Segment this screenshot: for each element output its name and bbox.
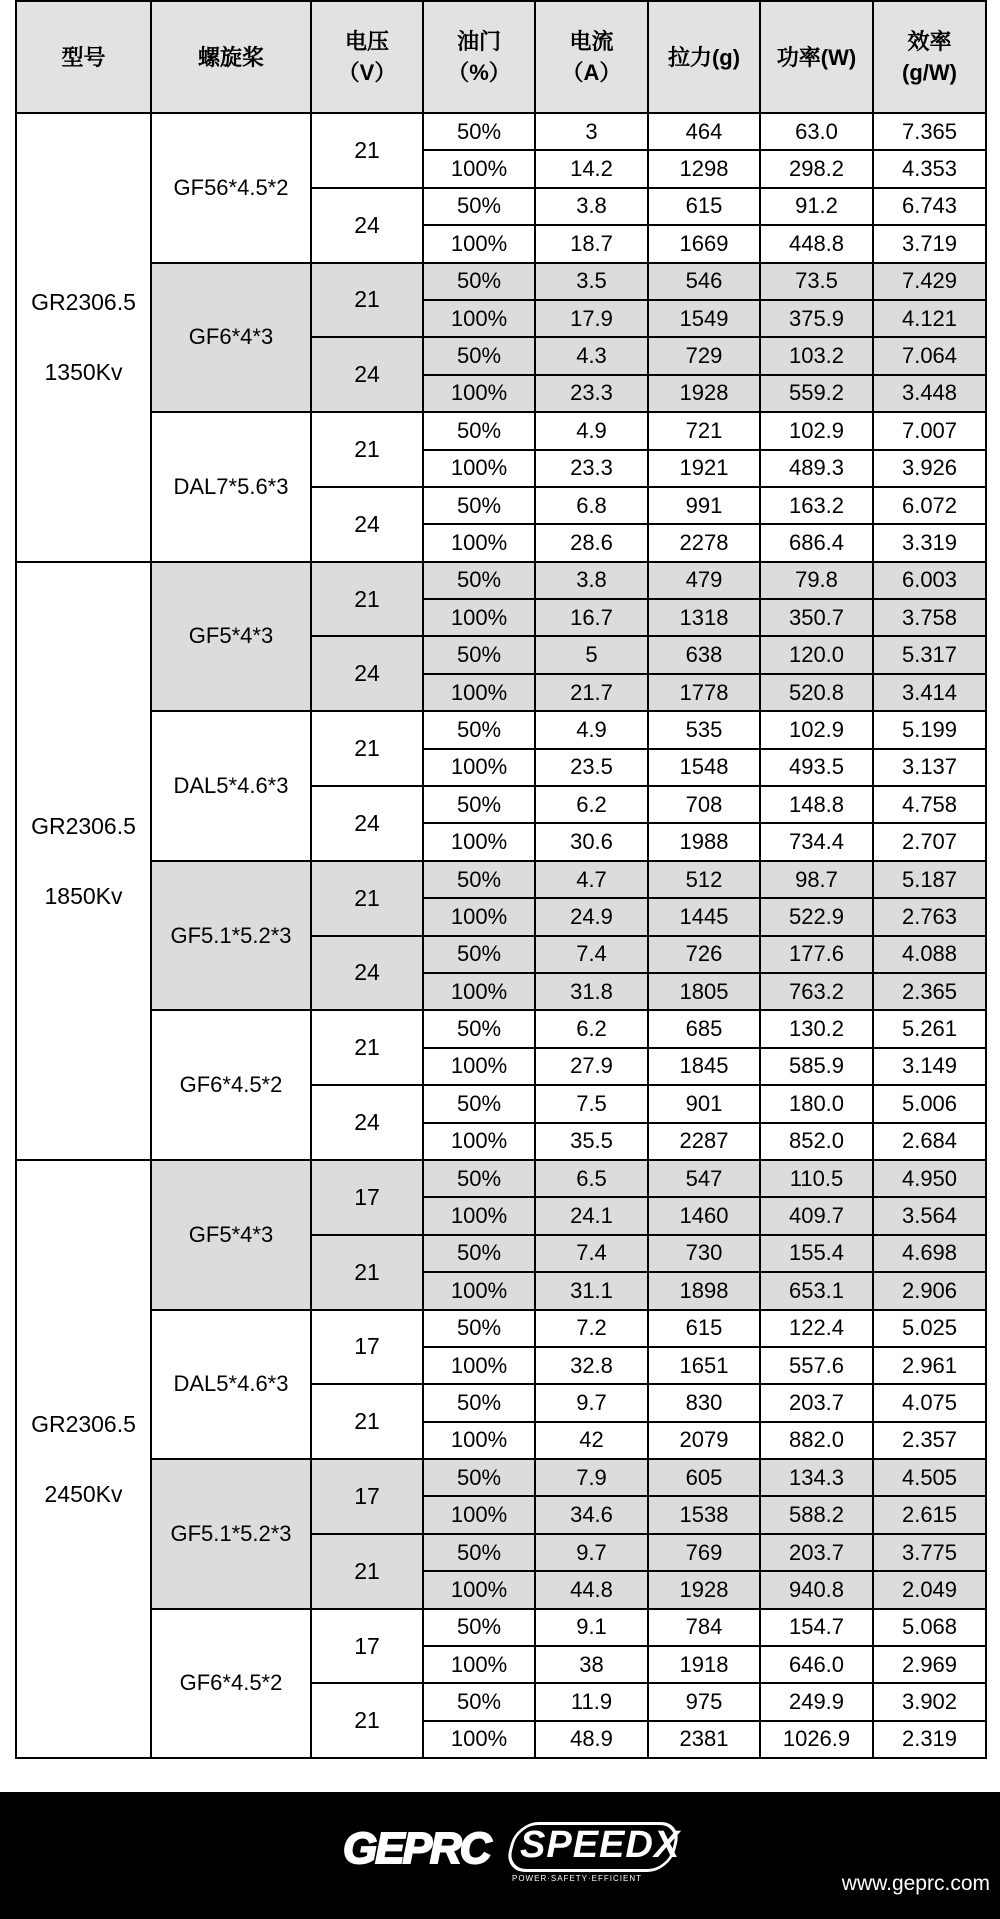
efficiency-cell: 4.758 <box>873 786 986 823</box>
efficiency-cell: 3.775 <box>873 1534 986 1571</box>
efficiency-cell: 2.049 <box>873 1571 986 1608</box>
table-body <box>16 113 986 1758</box>
thrust-cell: 1460 <box>648 1197 760 1234</box>
prop-cell: GF5.1*5.2*3 <box>151 861 311 1011</box>
efficiency-cell: 5.199 <box>873 711 986 748</box>
throttle-cell: 100% <box>423 749 535 786</box>
thrust-cell: 615 <box>648 188 760 225</box>
current-cell: 44.8 <box>535 1571 648 1608</box>
model-cell <box>16 562 151 1160</box>
table-row <box>16 1010 986 1047</box>
thrust-cell: 2079 <box>648 1422 760 1459</box>
model-name: GR2306.5 <box>31 812 136 839</box>
power-cell: 557.6 <box>760 1347 873 1384</box>
table-row <box>16 1459 986 1496</box>
voltage-cell: 24 <box>311 1085 423 1160</box>
throttle-cell: 100% <box>423 1422 535 1459</box>
prop-cell: DAL5*4.6*3 <box>151 1310 311 1460</box>
header-power: 功率(W) <box>760 1 873 113</box>
throttle-cell: 100% <box>423 1496 535 1533</box>
speedx-logo: SPEEDX <box>520 1824 681 1866</box>
current-cell: 35.5 <box>535 1123 648 1160</box>
current-cell: 4.3 <box>535 337 648 374</box>
current-cell: 7.2 <box>535 1310 648 1347</box>
power-cell: 249.9 <box>760 1683 873 1720</box>
thrust-cell: 901 <box>648 1085 760 1122</box>
header-throttle: 油门 （%） <box>423 1 535 113</box>
throttle-cell: 50% <box>423 263 535 300</box>
efficiency-cell: 3.564 <box>873 1197 986 1234</box>
power-cell: 940.8 <box>760 1571 873 1608</box>
voltage-cell: 21 <box>311 1683 423 1758</box>
efficiency-cell: 4.353 <box>873 150 986 187</box>
efficiency-cell: 5.006 <box>873 1085 986 1122</box>
power-cell: 73.5 <box>760 263 873 300</box>
website-url: www.geprc.com <box>841 1872 990 1895</box>
throttle-cell: 100% <box>423 1646 535 1683</box>
throttle-cell: 100% <box>423 1272 535 1309</box>
throttle-cell: 100% <box>423 375 535 412</box>
thrust-cell: 2278 <box>648 524 760 561</box>
thrust-cell: 1928 <box>648 1571 760 1608</box>
thrust-cell: 729 <box>648 337 760 374</box>
throttle-cell: 50% <box>423 562 535 599</box>
voltage-cell: 21 <box>311 1235 423 1310</box>
voltage-cell: 24 <box>311 936 423 1011</box>
throttle-cell: 50% <box>423 1609 535 1646</box>
throttle-cell: 50% <box>423 636 535 673</box>
power-cell: 409.7 <box>760 1197 873 1234</box>
throttle-cell: 100% <box>423 524 535 561</box>
efficiency-cell: 2.319 <box>873 1721 986 1758</box>
thrust-cell: 708 <box>648 786 760 823</box>
efficiency-cell: 4.088 <box>873 936 986 973</box>
current-cell: 23.3 <box>535 450 648 487</box>
voltage-cell: 21 <box>311 711 423 786</box>
header-row <box>16 1 986 113</box>
efficiency-cell: 2.684 <box>873 1123 986 1160</box>
power-cell: 520.8 <box>760 674 873 711</box>
power-cell: 203.7 <box>760 1384 873 1421</box>
current-cell: 4.7 <box>535 861 648 898</box>
throttle-cell: 100% <box>423 973 535 1010</box>
current-cell: 32.8 <box>535 1347 648 1384</box>
current-cell: 7.4 <box>535 1235 648 1272</box>
power-cell: 180.0 <box>760 1085 873 1122</box>
power-cell: 493.5 <box>760 749 873 786</box>
brand-footer <box>0 1792 1000 1919</box>
thrust-cell: 1778 <box>648 674 760 711</box>
efficiency-cell: 4.698 <box>873 1235 986 1272</box>
efficiency-cell: 6.003 <box>873 562 986 599</box>
current-cell: 23.3 <box>535 375 648 412</box>
throttle-cell: 50% <box>423 786 535 823</box>
efficiency-cell: 7.007 <box>873 412 986 449</box>
throttle-cell: 50% <box>423 188 535 225</box>
current-cell: 31.8 <box>535 973 648 1010</box>
efficiency-cell: 3.448 <box>873 375 986 412</box>
throttle-cell: 100% <box>423 1048 535 1085</box>
voltage-cell: 24 <box>311 786 423 861</box>
power-cell: 489.3 <box>760 450 873 487</box>
throttle-cell: 50% <box>423 1459 535 1496</box>
header-efficiency: 效率 (g/W) <box>873 1 986 113</box>
throttle-cell: 100% <box>423 1197 535 1234</box>
thrust-cell: 1548 <box>648 749 760 786</box>
power-cell: 852.0 <box>760 1123 873 1160</box>
power-cell: 134.3 <box>760 1459 873 1496</box>
model-cell <box>16 113 151 562</box>
power-cell: 122.4 <box>760 1310 873 1347</box>
thrust-cell: 1445 <box>648 898 760 935</box>
efficiency-cell: 3.414 <box>873 674 986 711</box>
throttle-cell: 100% <box>423 150 535 187</box>
voltage-cell: 17 <box>311 1160 423 1235</box>
efficiency-cell: 2.961 <box>873 1347 986 1384</box>
efficiency-cell: 5.068 <box>873 1609 986 1646</box>
thrust-cell: 1928 <box>648 375 760 412</box>
thrust-cell: 546 <box>648 263 760 300</box>
power-cell: 375.9 <box>760 300 873 337</box>
current-cell: 34.6 <box>535 1496 648 1533</box>
power-cell: 686.4 <box>760 524 873 561</box>
efficiency-cell: 2.357 <box>873 1422 986 1459</box>
power-cell: 588.2 <box>760 1496 873 1533</box>
throttle-cell: 100% <box>423 1571 535 1608</box>
thrust-cell: 730 <box>648 1235 760 1272</box>
voltage-cell: 21 <box>311 861 423 936</box>
throttle-cell: 100% <box>423 1123 535 1160</box>
throttle-cell: 100% <box>423 674 535 711</box>
current-cell: 28.6 <box>535 524 648 561</box>
header-voltage: 电压 （V） <box>311 1 423 113</box>
voltage-cell: 21 <box>311 412 423 487</box>
power-cell: 120.0 <box>760 636 873 673</box>
throttle-cell: 100% <box>423 1721 535 1758</box>
throttle-cell: 100% <box>423 599 535 636</box>
current-cell: 7.5 <box>535 1085 648 1122</box>
header-current: 电流 （A） <box>535 1 648 113</box>
power-cell: 110.5 <box>760 1160 873 1197</box>
thrust-cell: 615 <box>648 1310 760 1347</box>
current-cell: 4.9 <box>535 711 648 748</box>
efficiency-cell: 2.969 <box>873 1646 986 1683</box>
throttle-cell: 50% <box>423 1010 535 1047</box>
efficiency-cell: 6.743 <box>873 188 986 225</box>
thrust-cell: 1318 <box>648 599 760 636</box>
thrust-cell: 1918 <box>648 1646 760 1683</box>
thrust-cell: 975 <box>648 1683 760 1720</box>
current-cell: 24.9 <box>535 898 648 935</box>
current-cell: 31.1 <box>535 1272 648 1309</box>
thrust-cell: 1538 <box>648 1496 760 1533</box>
power-cell: 646.0 <box>760 1646 873 1683</box>
throttle-cell: 100% <box>423 450 535 487</box>
voltage-cell: 17 <box>311 1310 423 1385</box>
efficiency-cell: 2.615 <box>873 1496 986 1533</box>
power-cell: 155.4 <box>760 1235 873 1272</box>
thrust-cell: 1298 <box>648 150 760 187</box>
current-cell: 24.1 <box>535 1197 648 1234</box>
power-cell: 298.2 <box>760 150 873 187</box>
throttle-cell: 50% <box>423 412 535 449</box>
model-kv: 1850Kv <box>44 882 123 909</box>
throttle-cell: 50% <box>423 113 535 150</box>
current-cell: 3.8 <box>535 562 648 599</box>
voltage-cell: 24 <box>311 188 423 263</box>
header-model: 型号 <box>16 1 151 113</box>
model-kv: 2450Kv <box>44 1481 123 1508</box>
throttle-cell: 100% <box>423 823 535 860</box>
voltage-cell: 21 <box>311 113 423 188</box>
current-cell: 7.4 <box>535 936 648 973</box>
current-cell: 9.7 <box>535 1384 648 1421</box>
efficiency-cell: 7.064 <box>873 337 986 374</box>
prop-cell: GF6*4.5*2 <box>151 1609 311 1759</box>
power-cell: 734.4 <box>760 823 873 860</box>
table-row <box>16 113 986 150</box>
power-cell: 763.2 <box>760 973 873 1010</box>
throttle-cell: 100% <box>423 225 535 262</box>
thrust-cell: 685 <box>648 1010 760 1047</box>
throttle-cell: 50% <box>423 1085 535 1122</box>
thrust-cell: 1669 <box>648 225 760 262</box>
power-cell: 350.7 <box>760 599 873 636</box>
efficiency-cell: 2.906 <box>873 1272 986 1309</box>
power-cell: 585.9 <box>760 1048 873 1085</box>
thrust-cell: 547 <box>648 1160 760 1197</box>
power-cell: 103.2 <box>760 337 873 374</box>
efficiency-cell: 4.505 <box>873 1459 986 1496</box>
current-cell: 48.9 <box>535 1721 648 1758</box>
thrust-cell: 2287 <box>648 1123 760 1160</box>
efficiency-cell: 2.707 <box>873 823 986 860</box>
table-row <box>16 562 986 599</box>
throttle-cell: 50% <box>423 337 535 374</box>
thrust-cell: 1549 <box>648 300 760 337</box>
power-cell: 148.8 <box>760 786 873 823</box>
power-cell: 1026.9 <box>760 1721 873 1758</box>
thrust-cell: 769 <box>648 1534 760 1571</box>
power-cell: 91.2 <box>760 188 873 225</box>
voltage-cell: 21 <box>311 1534 423 1609</box>
throttle-cell: 100% <box>423 898 535 935</box>
thrust-cell: 512 <box>648 861 760 898</box>
model-name: GR2306.5 <box>31 289 136 316</box>
voltage-cell: 21 <box>311 1010 423 1085</box>
efficiency-cell: 3.758 <box>873 599 986 636</box>
thrust-cell: 638 <box>648 636 760 673</box>
table-row <box>16 1310 986 1347</box>
logo-tagline: POWER·SAFETY·EFFICIENT <box>512 1874 642 1883</box>
table-row <box>16 263 986 300</box>
efficiency-cell: 3.902 <box>873 1683 986 1720</box>
thrust-cell: 726 <box>648 936 760 973</box>
geprc-logo: GEPRC <box>343 1824 490 1873</box>
power-cell: 79.8 <box>760 562 873 599</box>
prop-cell: DAL7*5.6*3 <box>151 412 311 562</box>
throttle-cell: 100% <box>423 1347 535 1384</box>
power-cell: 653.1 <box>760 1272 873 1309</box>
efficiency-cell: 2.365 <box>873 973 986 1010</box>
prop-cell: DAL5*4.6*3 <box>151 711 311 861</box>
efficiency-cell: 3.149 <box>873 1048 986 1085</box>
table-row <box>16 1609 986 1646</box>
thrust-cell: 535 <box>648 711 760 748</box>
efficiency-cell: 4.950 <box>873 1160 986 1197</box>
current-cell: 9.1 <box>535 1609 648 1646</box>
motor-test-table <box>15 0 987 1759</box>
thrust-cell: 479 <box>648 562 760 599</box>
thrust-cell: 784 <box>648 1609 760 1646</box>
current-cell: 7.9 <box>535 1459 648 1496</box>
throttle-cell: 100% <box>423 300 535 337</box>
current-cell: 11.9 <box>535 1683 648 1720</box>
thrust-cell: 991 <box>648 487 760 524</box>
throttle-cell: 50% <box>423 861 535 898</box>
model-cell <box>16 1160 151 1758</box>
thrust-cell: 830 <box>648 1384 760 1421</box>
power-cell: 102.9 <box>760 711 873 748</box>
thrust-cell: 2381 <box>648 1721 760 1758</box>
current-cell: 16.7 <box>535 599 648 636</box>
throttle-cell: 50% <box>423 1310 535 1347</box>
efficiency-cell: 5.025 <box>873 1310 986 1347</box>
prop-cell: GF5*4*3 <box>151 562 311 712</box>
current-cell: 3.8 <box>535 188 648 225</box>
table-row <box>16 1160 986 1197</box>
current-cell: 27.9 <box>535 1048 648 1085</box>
power-cell: 130.2 <box>760 1010 873 1047</box>
efficiency-cell: 4.121 <box>873 300 986 337</box>
current-cell: 6.5 <box>535 1160 648 1197</box>
header-thrust: 拉力(g) <box>648 1 760 113</box>
prop-cell: GF5*4*3 <box>151 1160 311 1310</box>
voltage-cell: 21 <box>311 263 423 338</box>
power-cell: 63.0 <box>760 113 873 150</box>
thrust-cell: 1988 <box>648 823 760 860</box>
model-name: GR2306.5 <box>31 1411 136 1438</box>
power-cell: 559.2 <box>760 375 873 412</box>
throttle-cell: 50% <box>423 711 535 748</box>
efficiency-cell: 3.719 <box>873 225 986 262</box>
prop-cell: GF6*4*3 <box>151 263 311 413</box>
table-row <box>16 711 986 748</box>
power-cell: 177.6 <box>760 936 873 973</box>
current-cell: 4.9 <box>535 412 648 449</box>
throttle-cell: 50% <box>423 936 535 973</box>
prop-cell: GF5.1*5.2*3 <box>151 1459 311 1609</box>
throttle-cell: 50% <box>423 1384 535 1421</box>
thrust-cell: 1805 <box>648 973 760 1010</box>
power-cell: 882.0 <box>760 1422 873 1459</box>
throttle-cell: 50% <box>423 487 535 524</box>
voltage-cell: 24 <box>311 487 423 562</box>
current-cell: 18.7 <box>535 225 648 262</box>
efficiency-cell: 3.926 <box>873 450 986 487</box>
power-cell: 154.7 <box>760 1609 873 1646</box>
table-row <box>16 861 986 898</box>
current-cell: 6.8 <box>535 487 648 524</box>
efficiency-cell: 2.763 <box>873 898 986 935</box>
current-cell: 21.7 <box>535 674 648 711</box>
voltage-cell: 17 <box>311 1459 423 1534</box>
throttle-cell: 50% <box>423 1160 535 1197</box>
efficiency-cell: 4.075 <box>873 1384 986 1421</box>
current-cell: 30.6 <box>535 823 648 860</box>
efficiency-cell: 3.319 <box>873 524 986 561</box>
current-cell: 3 <box>535 113 648 150</box>
power-cell: 102.9 <box>760 412 873 449</box>
efficiency-cell: 5.261 <box>873 1010 986 1047</box>
voltage-cell: 21 <box>311 1384 423 1459</box>
voltage-cell: 24 <box>311 636 423 711</box>
efficiency-cell: 5.187 <box>873 861 986 898</box>
power-cell: 522.9 <box>760 898 873 935</box>
power-cell: 163.2 <box>760 487 873 524</box>
power-cell: 98.7 <box>760 861 873 898</box>
current-cell: 38 <box>535 1646 648 1683</box>
thrust-cell: 1898 <box>648 1272 760 1309</box>
throttle-cell: 50% <box>423 1683 535 1720</box>
current-cell: 17.9 <box>535 300 648 337</box>
efficiency-cell: 5.317 <box>873 636 986 673</box>
voltage-cell: 21 <box>311 562 423 637</box>
current-cell: 14.2 <box>535 150 648 187</box>
efficiency-cell: 3.137 <box>873 749 986 786</box>
thrust-cell: 721 <box>648 412 760 449</box>
current-cell: 9.7 <box>535 1534 648 1571</box>
power-cell: 448.8 <box>760 225 873 262</box>
table-row <box>16 412 986 449</box>
header-prop: 螺旋桨 <box>151 1 311 113</box>
prop-cell: GF6*4.5*2 <box>151 1010 311 1160</box>
voltage-cell: 24 <box>311 337 423 412</box>
current-cell: 3.5 <box>535 263 648 300</box>
prop-cell: GF56*4.5*2 <box>151 113 311 263</box>
power-cell: 203.7 <box>760 1534 873 1571</box>
thrust-cell: 464 <box>648 113 760 150</box>
throttle-cell: 50% <box>423 1235 535 1272</box>
model-kv: 1350Kv <box>44 359 123 386</box>
thrust-cell: 1651 <box>648 1347 760 1384</box>
efficiency-cell: 6.072 <box>873 487 986 524</box>
current-cell: 6.2 <box>535 1010 648 1047</box>
thrust-cell: 1921 <box>648 450 760 487</box>
voltage-cell: 17 <box>311 1609 423 1684</box>
current-cell: 23.5 <box>535 749 648 786</box>
thrust-cell: 605 <box>648 1459 760 1496</box>
throttle-cell: 50% <box>423 1534 535 1571</box>
thrust-cell: 1845 <box>648 1048 760 1085</box>
efficiency-cell: 7.429 <box>873 263 986 300</box>
current-cell: 42 <box>535 1422 648 1459</box>
efficiency-cell: 7.365 <box>873 113 986 150</box>
current-cell: 6.2 <box>535 786 648 823</box>
current-cell: 5 <box>535 636 648 673</box>
